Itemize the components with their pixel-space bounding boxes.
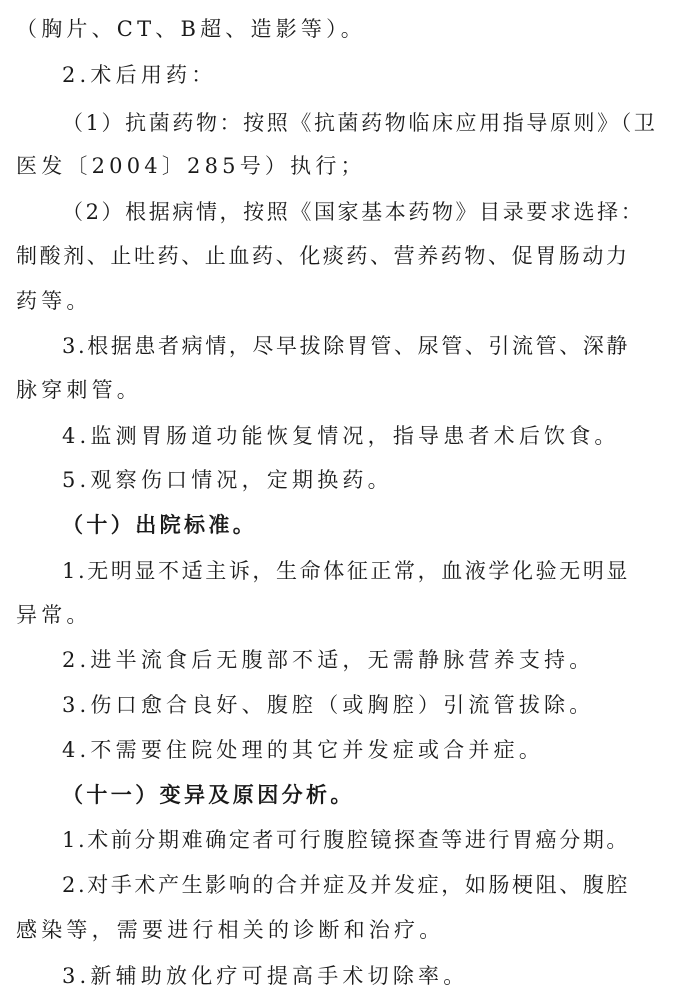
list-item-laparoscopy-staging: 1.术前分期难确定者可行腹腔镜探查等进行胃癌分期。 [62,828,631,852]
text-line-comorbidities-cont: 感染等，需要进行相关的诊断和治疗。 [16,918,445,942]
text-line-tube-removal-cont: 脉穿刺管。 [16,378,142,402]
text-line-no-complaints-cont: 异常。 [16,603,92,627]
list-item-wound-care: 5.观察伤口情况，定期换药。 [62,468,393,492]
section-heading-discharge-criteria: （十）出院标准。 [62,513,258,537]
list-item-comorbidities: 2.对手术产生影响的合并症及并发症，如肠梗阻、腹腔 [62,873,631,897]
list-item-postop-medication: 2.术后用药： [62,63,217,87]
text-line-drug-list: 制酸剂、止吐药、止血药、化痰药、营养药物、促胃肠动力 [16,244,630,268]
list-item-wound-healing: 3.伤口愈合良好、腹腔（或胸腔）引流管拔除。 [62,693,595,717]
list-item-tube-removal: 3.根据患者病情，尽早拔除胃管、尿管、引流管、深静 [62,334,631,358]
list-item-essential-drugs: （2）根据病情，按照《国家基本药物》目录要求选择： [62,200,645,224]
text-line-antibiotics-cont: 医发〔2004〕285号）执行； [16,154,366,178]
text-line-drug-list-end: 药等。 [16,289,92,313]
list-item-no-complications: 4.不需要住院处理的其它并发症或合并症。 [62,738,545,762]
section-heading-variation-analysis: （十一）变异及原因分析。 [62,783,355,807]
text-line-continuation: （胸片、CT、B超、造影等）。 [16,17,367,41]
list-item-antibiotics: （1）抗菌药物：按照《抗菌药物临床应用指导原则》（卫 [62,111,658,135]
list-item-semi-liquid-diet: 2.进半流食后无腹部不适，无需静脉营养支持。 [62,648,595,672]
list-item-neoadjuvant-therapy: 3.新辅助放化疗可提高手术切除率。 [62,964,469,988]
list-item-no-complaints: 1.无明显不适主诉，生命体征正常，血液学化验无明显 [62,559,631,583]
list-item-gi-monitoring: 4.监测胃肠道功能恢复情况，指导患者术后饮食。 [62,424,620,448]
